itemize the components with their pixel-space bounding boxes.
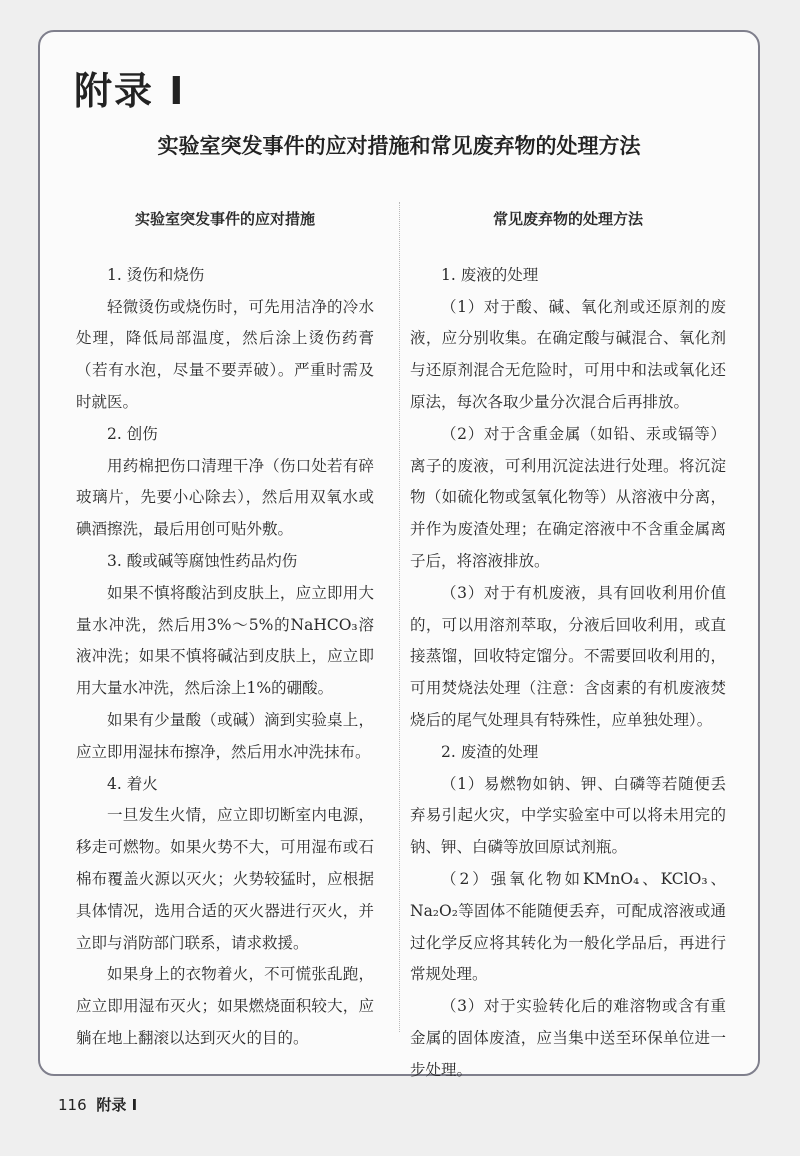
section-heading: 3. 酸或碱等腐蚀性药品灼伤 [107,551,298,570]
section-heading: 2. 废渣的处理 [441,742,539,761]
right-column [410,204,726,1087]
main-title: 实验室突发事件的应对措施和常见废弃物的处理方法 [157,134,641,158]
column-divider [399,202,400,1032]
right-column-heading: 常见废弃物的处理方法 [492,210,643,228]
paragraph: （2）对于含重金属（如铅、汞或镉等）离子的废液，可利用沉淀法进行处理。将沉淀物（如硫化物或氢氧化物等）从溶液中分离，并作为废渣处理；在确定溶液中不含重金属离子后，将溶液排放。 [410,424,726,570]
paragraph: （3）对于实验转化后的难溶物或含有重金属的固体废渣，应当集中送至环保单位进一步处理。 [410,997,726,1079]
paragraph: 如果有少量酸（或碱）滴到实验桌上，应立即用湿抹布擦净，然后用水冲洗抹布。 [76,710,374,761]
left-column [76,204,374,1055]
section-heading: 1. 烫伤和烧伤 [107,265,205,284]
paragraph: （3）对于有机废液，具有回收利用价值的，可以用溶剂萃取，分液后回收利用，或直接蒸馏，回收特定馏分。不需要回收利用的，可用焚烧法处理（注意：含卤素的有机废液焚烧后的尾气处理具有特殊性，应单独处理）。 [410,583,726,729]
paragraph: 轻微烫伤或烧伤时，可先用洁净的冷水处理，降低局部温度，然后涂上烫伤药膏（若有水泡，尽量不要弄破）。严重时需及时就医。 [76,297,374,411]
paragraph: 如果身上的衣物着火，不可慌张乱跑，应立即用湿布灭火；如果燃烧面积较大，应躺在地上翻滚以达到灭火的目的。 [76,965,374,1047]
paragraph: （1）易燃物如钠、钾、白磷等若随便丢弃易引起火灾，中学实验室中可以将未用完的钠、钾、白磷等放回原试剂瓶。 [410,774,726,857]
paragraph: 一旦发生火情，应立即切断室内电源，移走可燃物。如果火势不大，可用湿布或石棉布覆盖火源以灭火；火势较猛时，应根据具体情况，选用合适的灭火器进行灭火，并立即与消防部门联系，请求救援。 [76,806,374,952]
paragraph: 用药棉把伤口清理干净（伤口处若有碎玻璃片，先要小心除去），然后用双氧水或碘酒擦洗，最后用创可贴外敷。 [76,456,374,539]
page-frame [38,30,760,1079]
paragraph: 如果不慎将酸沾到皮肤上，应立即用大量水冲洗，然后用3%～5%的NaHCO₃溶液冲洗；如果不慎将碱沾到皮肤上，应立即用大量水冲洗，然后涂上1%的硼酸。 [76,583,374,698]
appendix-title: 附录 I [74,69,186,113]
paragraph: （1）对于酸、碱、氧化剂或还原剂的废液，应分别收集。在确定酸与碱混合、氧化剂与还原剂混合无危险时，可用中和法或氧化还原法，每次各取少量分次混合后再排放。 [410,297,726,411]
section-heading: 4. 着火 [107,774,158,793]
page-footer [58,1094,137,1115]
page-number: 116 [58,1096,87,1114]
section-heading: 2. 创伤 [107,424,158,443]
paragraph: （2）强氧化物如KMnO₄、KClO₃、Na₂O₂等固体不能随便丢弃，可配成溶液或通过化学反应将其转化为一般化学品后，再进行常规处理。 [410,869,726,984]
footer-label: 附录 I [96,1096,138,1114]
left-column-heading: 实验室突发事件的应对措施 [134,210,315,228]
section-heading: 1. 废液的处理 [441,265,539,284]
